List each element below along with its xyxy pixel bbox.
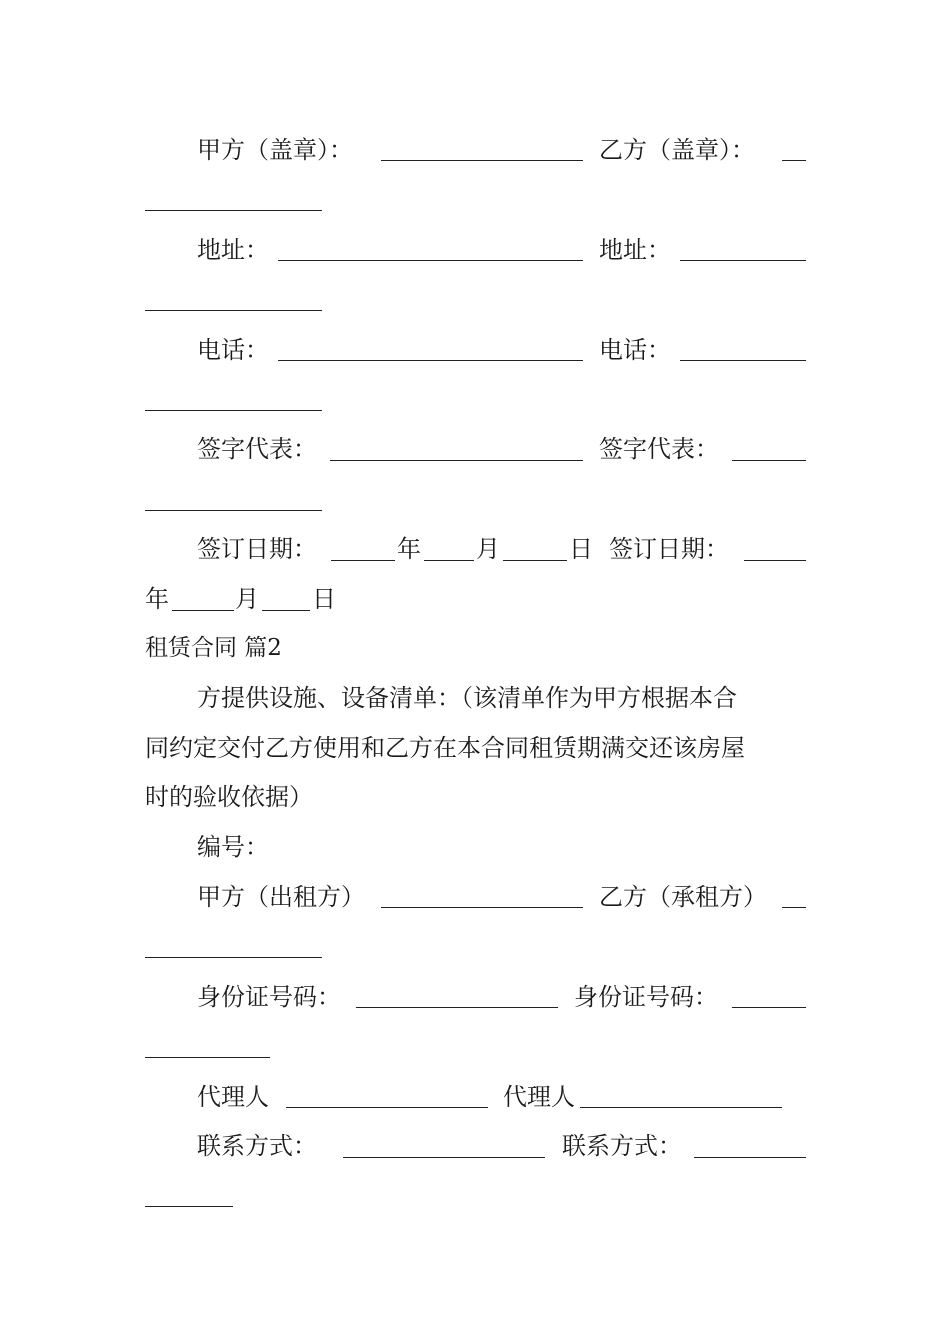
date-a-year: 年 xyxy=(397,535,421,563)
date-a-day: 日 xyxy=(569,535,593,563)
date-a-month-blank xyxy=(424,560,474,561)
rep-b-blank xyxy=(732,460,806,461)
rep-b-blank-cont xyxy=(145,510,322,511)
party-b-seal-label: 乙方（盖章）： xyxy=(599,136,755,164)
number-label: 编号： xyxy=(197,833,269,861)
contact-b-blank xyxy=(694,1157,806,1158)
date-a-day-blank xyxy=(503,560,567,561)
id-b-blank xyxy=(732,1007,806,1008)
agent-b-label: 代理人 xyxy=(503,1083,575,1111)
date-a-label: 签订日期： xyxy=(197,535,317,563)
phone-b-blank xyxy=(680,360,806,361)
address-b-blank-cont xyxy=(145,310,322,311)
rep-b-label: 签字代表： xyxy=(599,435,719,463)
lessee-blank xyxy=(782,907,806,908)
rep-a-label: 签字代表： xyxy=(197,435,317,463)
party-a-seal-label: 甲方（盖章）： xyxy=(197,136,353,164)
paragraph-line: 时的验收依据） xyxy=(145,783,313,811)
address-b-blank xyxy=(680,260,806,261)
paragraph-line: 同约定交付乙方使用和乙方在本合同租赁期满交还该房屋 xyxy=(145,734,745,762)
address-a-label: 地址： xyxy=(197,236,269,264)
date-b-year-blank xyxy=(744,560,806,561)
agent-a-label: 代理人 xyxy=(197,1083,269,1111)
contact-b-blank-cont xyxy=(145,1206,233,1207)
date-b-day: 日 xyxy=(312,585,336,613)
id-b-blank-cont xyxy=(145,1057,270,1058)
agent-a-blank xyxy=(286,1107,488,1108)
lessee-label: 乙方（承租方） xyxy=(599,883,767,911)
date-b-month-blank xyxy=(172,610,234,611)
phone-b-blank-cont xyxy=(145,410,322,411)
date-a-year-blank xyxy=(331,560,395,561)
date-b-year: 年 xyxy=(145,585,169,613)
contact-a-blank xyxy=(343,1157,545,1158)
address-b-label: 地址： xyxy=(599,236,671,264)
contact-b-label: 联系方式： xyxy=(562,1132,682,1160)
contact-a-label: 联系方式： xyxy=(197,1132,317,1160)
rep-a-blank xyxy=(330,460,583,461)
lessor-blank xyxy=(381,907,583,908)
agent-b-blank xyxy=(580,1107,782,1108)
phone-b-label: 电话： xyxy=(599,336,671,364)
id-b-label: 身份证号码： xyxy=(574,983,718,1011)
date-b-month: 月 xyxy=(235,585,259,613)
id-a-label: 身份证号码： xyxy=(197,983,341,1011)
lessor-label: 甲方（出租方） xyxy=(197,883,365,911)
phone-a-label: 电话： xyxy=(197,336,269,364)
lessee-blank-cont xyxy=(145,957,322,958)
date-a-month: 月 xyxy=(476,535,500,563)
party-b-seal-blank-cont xyxy=(145,210,322,211)
section-title: 租赁合同 篇2 xyxy=(145,635,282,661)
paragraph-line: 方提供设施、设备清单：（该清单作为甲方根据本合 xyxy=(197,684,737,712)
date-b-label: 签订日期： xyxy=(609,535,729,563)
address-a-blank xyxy=(278,260,583,261)
date-b-day-blank xyxy=(262,610,310,611)
party-a-seal-blank xyxy=(381,160,583,161)
id-a-blank xyxy=(356,1007,558,1008)
phone-a-blank xyxy=(278,360,583,361)
party-b-seal-blank xyxy=(782,160,806,161)
